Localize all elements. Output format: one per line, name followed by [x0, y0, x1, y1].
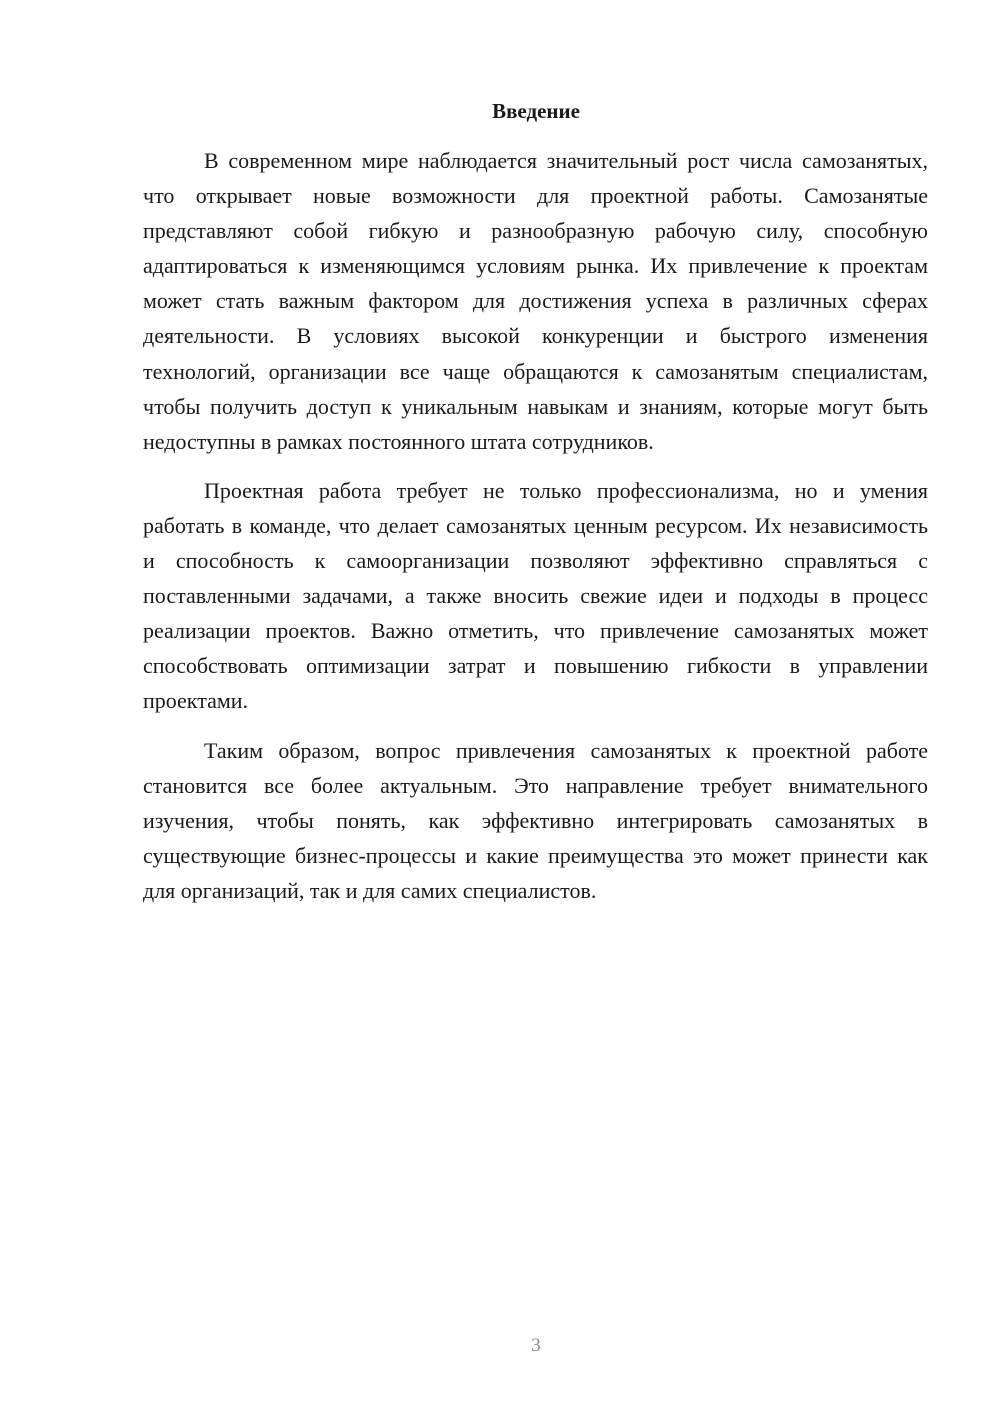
paragraph-2: Проектная работа требует не только профессионализма, но и умения работать в команде, что делает самозанятых ценным ресурсом. Их независимость и способность к самоорганизации позволяют эффективно справляться с поставленными задачами, а также вносить свежие идеи и подходы в процесс реализации проектов. Важно отметить, что привлечение самозанятых может способствовать оптимизации затрат и повышению гибкости в управлении проектами.	[143, 477, 928, 714]
section-heading: Введение	[492, 99, 580, 123]
paragraph-3: Таким образом, вопрос привлечения самозанятых к проектной работе становится все более актуальным. Это направление требует внимательного изучения, чтобы понять, как эффективно интегрировать самозанятых в существующие бизнес-процессы и какие преимущества это может принести как для организаций, так и для самих специалистов.	[143, 737, 928, 903]
body-text	[143, 143, 928, 922]
paragraph-1: В современном мире наблюдается значительный рост числа самозанятых, что открывает новые возможности для проектной работы. Самозанятые представляют собой гибкую и разнообразную рабочую силу, способную адаптироваться к изменяющимся условиям рынка. Их привлечение к проектам может стать важным фактором для достижения успеха в различных сферах деятельности. В условиях высокой конкуренции и быстрого изменения технологий, организации все чаще обращаются к самозанятым специалистам, чтобы получить доступ к уникальным навыкам и знаниям, которые могут быть недоступны в рамках постоянного штата сотрудников.	[143, 148, 928, 454]
page-number: 3	[531, 1335, 541, 1356]
